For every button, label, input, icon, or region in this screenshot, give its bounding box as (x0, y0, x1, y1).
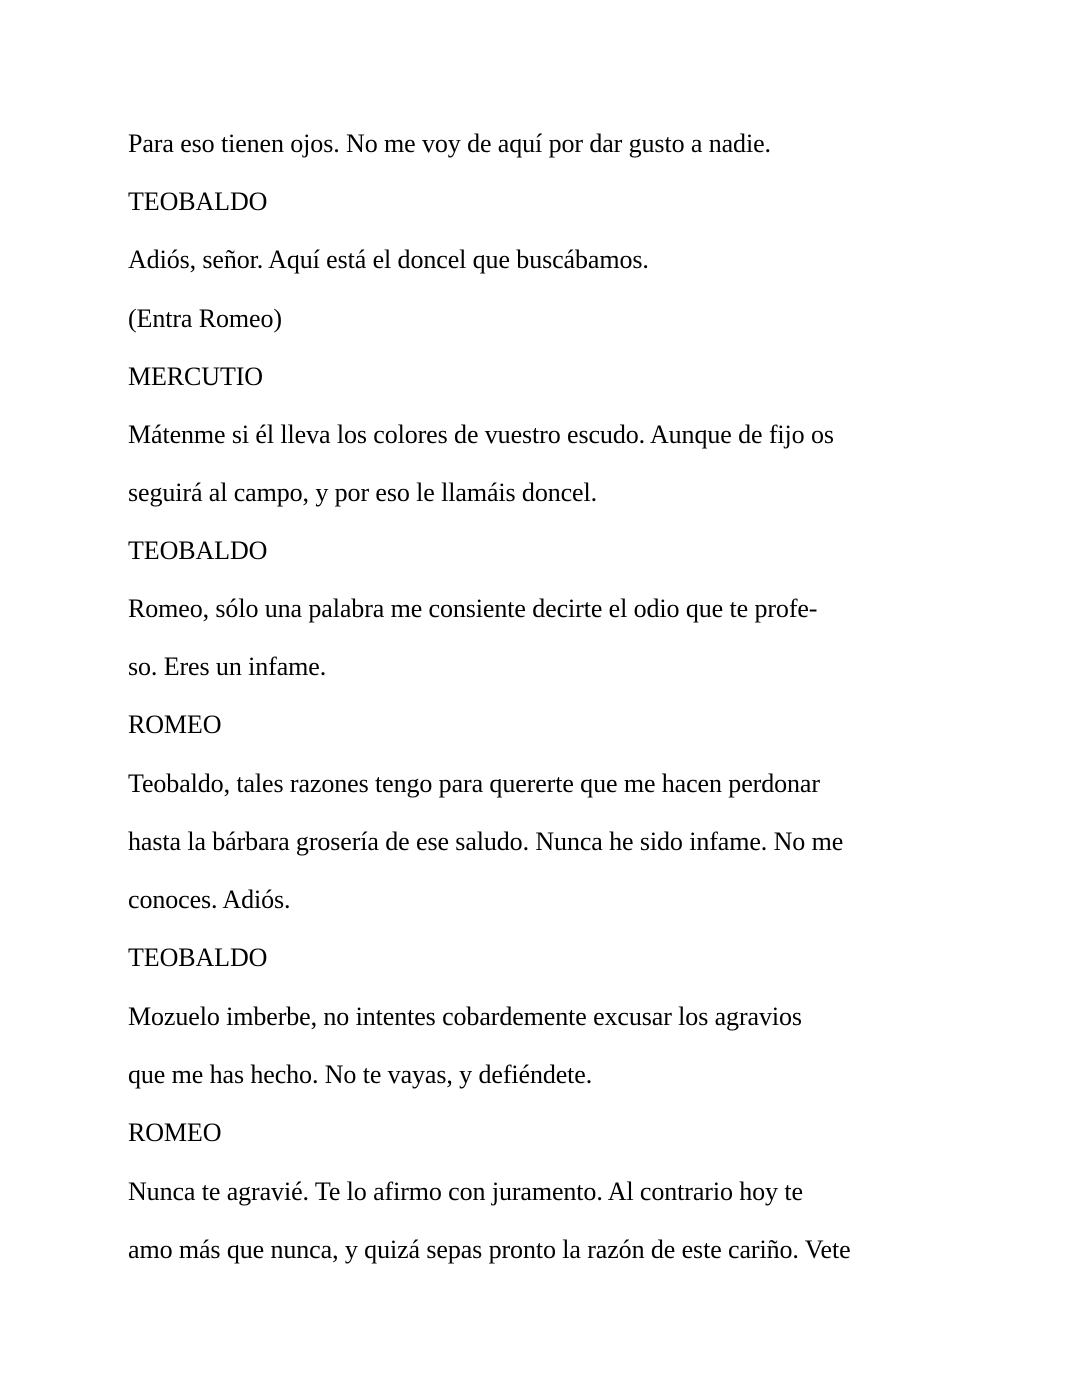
dialogue-line: so. Eres un infame. (128, 652, 327, 681)
speaker-name: TEOBALDO (128, 536, 268, 565)
dialogue-line: amo más que nunca, y quizá sepas pronto la razón de este cariño. Vete (128, 1235, 851, 1264)
dialogue-line: hasta la bárbara grosería de ese saludo. Nunca he sido infame. No me (128, 827, 844, 856)
stage-direction: (Entra Romeo) (128, 304, 282, 333)
dialogue-line: Nunca te agravié. Te lo afirmo con juramento. Al contrario hoy te (128, 1177, 803, 1206)
speaker-name: TEOBALDO (128, 187, 268, 216)
dialogue-line: Romeo, sólo una palabra me consiente decirte el odio que te profe- (128, 594, 818, 623)
dialogue-line: Para eso tienen ojos. No me voy de aquí por dar gusto a nadie. (128, 129, 771, 158)
speaker-name: TEOBALDO (128, 943, 268, 972)
dialogue-line: Adiós, señor. Aquí está el doncel que buscábamos. (128, 245, 649, 274)
dialogue-line: Teobaldo, tales razones tengo para quererte que me hacen perdonar (128, 769, 820, 798)
speaker-name: MERCUTIO (128, 362, 263, 391)
dialogue-line: Mátenme si él lleva los colores de vuestro escudo. Aunque de fijo os (128, 420, 834, 449)
dialogue-line: seguirá al campo, y por eso le llamáis doncel. (128, 478, 598, 507)
dialogue-line: conoces. Adiós. (128, 885, 291, 914)
dialogue-line: que me has hecho. No te vayas, y defiéndete. (128, 1060, 593, 1089)
speaker-name: ROMEO (128, 1118, 222, 1147)
speaker-name: ROMEO (128, 710, 222, 739)
dialogue-line: Mozuelo imberbe, no intentes cobardemente excusar los agravios (128, 1002, 802, 1031)
